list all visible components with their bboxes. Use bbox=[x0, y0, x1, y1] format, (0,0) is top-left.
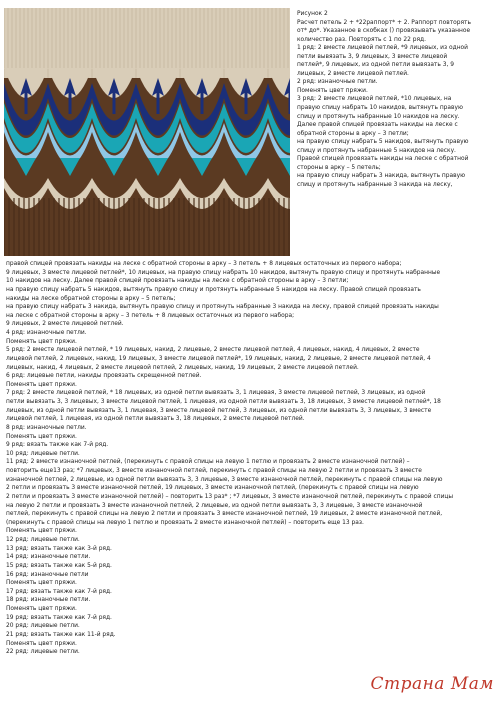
knit-pattern-image bbox=[4, 8, 290, 256]
instruction-line: Поменять цвет пряжи. bbox=[6, 381, 77, 388]
instruction-line: 11 ряд: 2 вместе изнаночной петлей, (перекинуть с правой спицы на левую 1 петлю и провязать 2 вместе изнаночной петлей) – bbox=[6, 459, 410, 466]
intro-line: 3 ряд: 2 вместе лицевой петлей, *10 лицевых, на bbox=[297, 96, 452, 103]
intro-line: петлей*, 9 лицевых, из одной петли вывязать 3, 9 bbox=[297, 62, 454, 69]
fleur-stem bbox=[113, 92, 116, 114]
intro-line: на правую спицу набрать 3 накида, вытянуть правую bbox=[297, 173, 466, 180]
instruction-line: лицевых, накид, 4 лицевых, 2 вместе лицевой петлей, 2 лицевых, накид, 19 лицевых, 2 вместе лицевой петлей. bbox=[6, 364, 359, 371]
instruction-line: петли вывязать 3, 3 лицевых, 3 вместе лицевой петлей, 1 лицевая, из одной петли вывязать 3, 18 лицевых, 3 вместе лицевой петлей*, 18 bbox=[6, 399, 441, 405]
instruction-line: накиды на леске обратной стороны в арку – 5 петель; bbox=[6, 295, 176, 302]
instruction-line: 19 ряд: вязать также как 7-й ряд. bbox=[6, 614, 112, 621]
instruction-line: изнаночной петлей, 2 лицевые, из одной петли вывязать 3, 3 лицевые, 3 вместе изнаночной петлей, перекинуть с правой спицы на левую bbox=[6, 476, 443, 483]
fleur-stem bbox=[245, 92, 248, 114]
instruction-line: 9 ряд: вязать также как 7-й ряд. bbox=[6, 442, 109, 449]
instruction-line: на леске с обратной стороны в арку – 3 петель + 8 лицевых остаточных из первого набора; bbox=[6, 312, 295, 319]
instruction-line: 22 ряд: лицевые петли. bbox=[6, 649, 80, 656]
fleur-stem bbox=[201, 92, 204, 114]
pattern-instructions-text bbox=[6, 260, 498, 657]
instruction-line: лицевых, из одной петли вывязать 3, 1 лицевая, 3 вместе лицевой петлей, 3 лицевых, из одной петли вывязать 3, 3 лицевых, 3 вместе bbox=[6, 407, 432, 414]
instruction-line: 16 ряд: изнаночные петли bbox=[6, 571, 89, 578]
instruction-line: 4 ряд: изнаночные петли. bbox=[6, 330, 87, 336]
instruction-line: 2 петли и провязать 3 вместе изнаночной петлей, 19 лицевых, 3 вместе изнаночной петлей, (перекинуть с правой спицы на левую bbox=[6, 485, 419, 492]
instruction-line: 13 ряд: вязать также как 3-й ряд. bbox=[6, 545, 112, 552]
intro-line: 2 ряд: изнаночные петли. bbox=[297, 79, 378, 86]
intro-line: спицу и протянуть набранные 10 накидов на леску. bbox=[297, 113, 460, 120]
instruction-line: Поменять цвет пряжи. bbox=[6, 640, 77, 647]
watermark-logo bbox=[370, 674, 494, 694]
intro-line: спицу и протянуть набранные 5 накидов на леску. bbox=[297, 147, 456, 154]
instruction-line: Поменять цвет пряжи. bbox=[6, 528, 77, 535]
intro-line: Рисунок 2 bbox=[297, 11, 328, 17]
instruction-line: Поменять цвет пряжи. bbox=[6, 606, 77, 612]
beige-band bbox=[4, 8, 290, 78]
intro-line: обратной стороны в арку – 3 петли; bbox=[297, 130, 409, 137]
instruction-line: Поменять цвет пряжи. bbox=[6, 338, 77, 345]
instruction-line: на правую спицу набрать 5 накидов, вытянуть правую спицу и протянуть набранные 5 накидов на леску. Правой спицей провязать bbox=[6, 286, 421, 293]
instruction-line: 12 ряд: лицевые петли. bbox=[6, 537, 80, 543]
instruction-line: 9 лицевых, 2 вместе лицевой петлей. bbox=[6, 321, 124, 328]
instruction-line: 6 ряд: лицевые петли, накиды провязать скрещенной петлей. bbox=[6, 373, 202, 380]
instruction-line: 20 ряд: лицевые петли. bbox=[6, 623, 80, 630]
intro-line: от* до*. Указанное в скобках () провязывать указанное bbox=[297, 28, 471, 35]
intro-line: лицевых, 2 вместе лицевой петлей. bbox=[297, 70, 409, 77]
instruction-line: 8 ряд: изнаночные петли. bbox=[6, 424, 87, 431]
pattern-intro-text bbox=[297, 10, 497, 189]
intro-line: Далее правой спицей провязать накиды на леске с bbox=[297, 122, 458, 129]
intro-line: правую спицу набрать 10 накидов, вытянуть правую bbox=[297, 105, 463, 112]
instruction-line: 17 ряд: вязать также как 7-й ряд. bbox=[6, 588, 112, 595]
instruction-line: правой спицей провязать накиды на леске с обратной стороны в арку – 3 петель + 8 лицевых остаточных из первого набора; bbox=[6, 261, 402, 267]
intro-line: Правой спицей провязать накиды на леске с обратной bbox=[297, 156, 469, 163]
knit-pattern-photo bbox=[4, 8, 290, 256]
instruction-line: 14 ряд: изнаночные петли. bbox=[6, 554, 91, 561]
instruction-line: 15 ряд: вязать также как 5-й ряд. bbox=[6, 562, 112, 569]
instruction-line: петлей, перекинуть с правой спицы на левую 2 петли и провязать 3 вместе изнаночной петлей, 19 лицевых, 2 вместе изнаночной петлей, bbox=[6, 511, 443, 518]
instruction-line: 10 ряд: лицевые петли. bbox=[6, 450, 80, 457]
intro-line: спицу и протянуть набранные 3 накида на леску, bbox=[297, 181, 453, 188]
instruction-line: повторить еще13 раз; *7 лицевых, 3 вместе изнаночной петлей, перекинуть с правой спицы на левую 2 петли и провязать 3 вместе bbox=[6, 468, 422, 474]
intro-line: Поменять цвет пряжи. bbox=[297, 87, 368, 94]
fleur-stem bbox=[289, 92, 291, 114]
fleur-stem bbox=[157, 92, 160, 114]
instruction-line: на правую спицу набрать 3 накида, вытянуть правую спицу и протянуть набранные 3 накида на леску, правой спицей провязать накиды bbox=[6, 304, 439, 311]
instruction-line: Поменять цвет пряжи. bbox=[6, 433, 77, 440]
instruction-line: лицевой петлей, 2 лицевых, накид, 19 лицевых, 3 вместе лицевой петлей*, 19 лицевых, накид, 2 лицевые, 2 вместе лицевой петлей, 4 bbox=[6, 355, 431, 362]
fleur-stem bbox=[25, 92, 28, 114]
intro-line: 1 ряд: 2 вместе лицевой петлей, *9 лицевых, из одной bbox=[297, 45, 468, 52]
instruction-line: 7 ряд: 2 вместе лицевой петлей, * 18 лицевых, из одной петли вывязать 3, 1 лицевая, 3 вместе лицевой петлей, 3 лицевых, из одной bbox=[6, 390, 426, 397]
intro-line: стороны в арку – 5 петель; bbox=[297, 164, 381, 171]
intro-line: Расчет петель 2 + *22раппорт* + 2. Раппорт повторять bbox=[297, 19, 471, 26]
instruction-line: 5 ряд: 2 вместе лицевой петлей, * 19 лицевых, накид, 2 лицевые, 2 вместе лицевой петлей, 4 лицевых, накид, 4 лицевых, 2 вместе bbox=[6, 347, 420, 354]
instruction-line: Поменять цвет пряжи. bbox=[6, 580, 77, 587]
watermark-text: Страна Мам bbox=[370, 674, 494, 694]
instruction-line: 18 ряд: изнаночные петли. bbox=[6, 597, 91, 604]
instruction-line: 21 ряд: вязать также как 11-й ряд. bbox=[6, 631, 116, 638]
intro-line: петли вывязать 3, 9 лицевых, 3 вместе лицевой bbox=[297, 53, 448, 60]
instruction-line: на левую 2 петли и провязать 3 вместе изнаночной петлей, 2 лицевые, из одной петли вывязать 3, 3 лицевые, 3 вместе изнаночной bbox=[6, 502, 423, 509]
instruction-line: 10 накидов на леску. Далее правой спицей провязать накиды на леске с обратной стороны в арку – 3 петли; bbox=[6, 278, 349, 285]
instruction-line: 2 петли и провязать 3 вместе изнаночной петлей) – повторить 13 раз* ; *7 лицевых, 3 вместе изнаночной петлей, перекинуть с правой спицы bbox=[6, 493, 454, 500]
fleur-stem bbox=[69, 92, 72, 114]
instruction-line: 9 лицевых, 3 вместе лицевой петлей*, 10 лицевых, на правую спицу набрать 10 накидов, вытянуть правую спицу и протянуть набранные bbox=[6, 269, 441, 276]
instruction-line: (перекинуть с правой спицы на левую 1 петлю и провязать 2 вместе изнаночной петлей) – повторить еще 13 раз. bbox=[6, 519, 364, 526]
instruction-line: лицевой петлей, 1 лицевая, из одной петли вывязать 3, 18 лицевых, 2 вместе лицевой петлей. bbox=[6, 416, 305, 423]
intro-line: количество раз. Повторять с 1 по 22 ряд. bbox=[297, 36, 426, 43]
intro-line: на правую спицу набрать 5 накидов, вытянуть правую bbox=[297, 139, 469, 146]
